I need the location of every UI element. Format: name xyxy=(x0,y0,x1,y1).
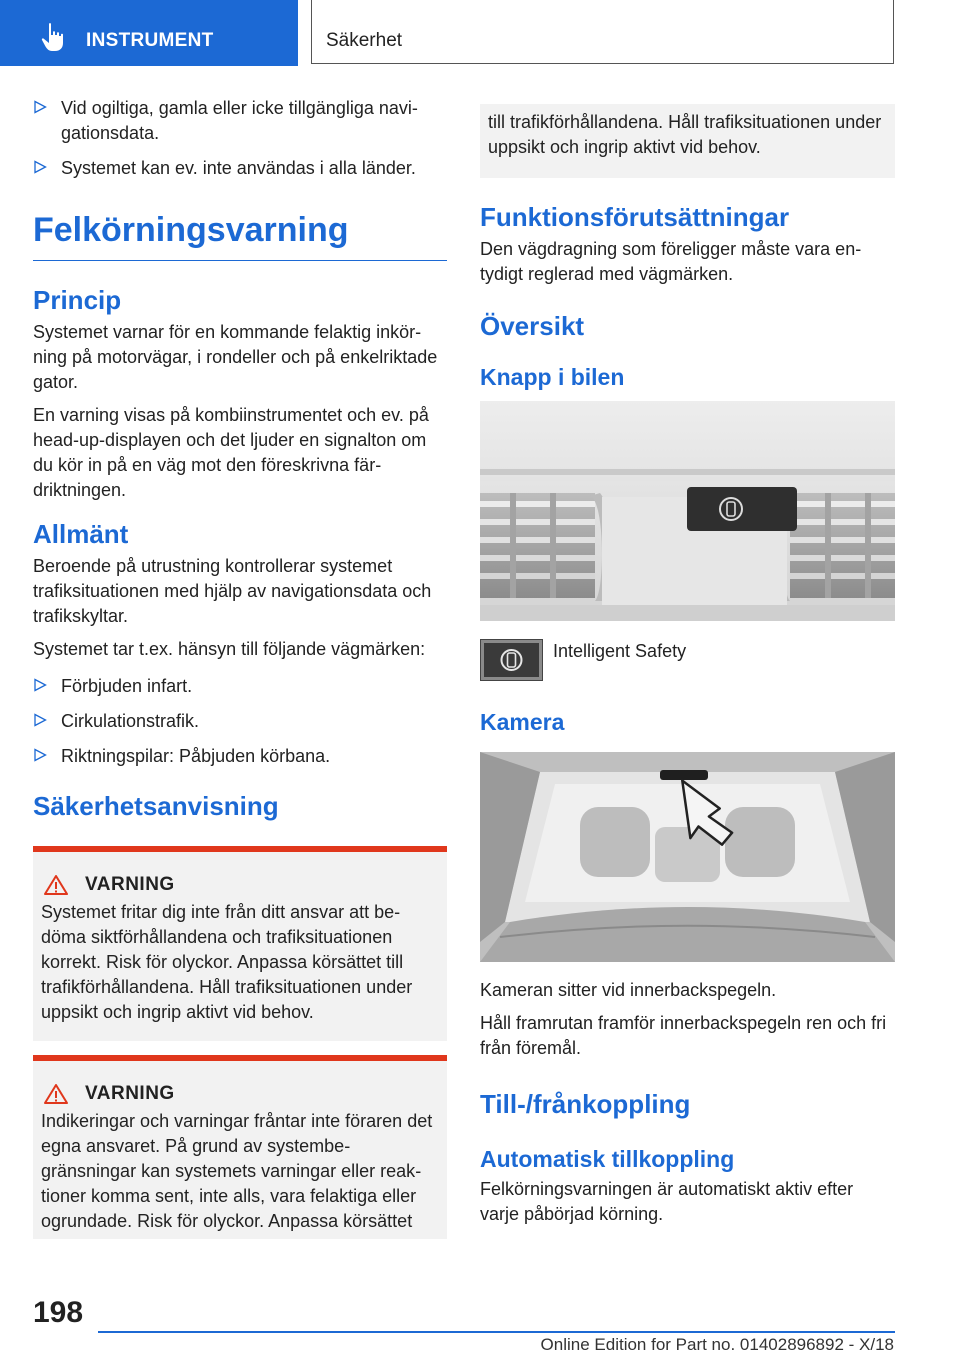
list-item xyxy=(33,96,447,146)
left-column xyxy=(33,96,447,1239)
list-item xyxy=(33,156,447,181)
allmant-paragraph-2: Systemet tar t.ex. hänsyn till följande vägmärken: xyxy=(33,639,426,659)
button-legend xyxy=(480,639,895,681)
right-air-vent xyxy=(790,493,895,598)
allmant-heading: Allmänt xyxy=(33,519,129,549)
warning-box xyxy=(33,846,447,1041)
auto-heading: Automatisk tillkoppling xyxy=(480,1146,735,1172)
list-item-text: Cirkulationstrafik. xyxy=(61,711,200,731)
allmant-paragraph-1: Beroende på utrustning kontrollerar systemet trafiksituationen med hjälp av navigationsdata och trafikskyltar. xyxy=(33,556,432,626)
warning-text: Indikeringar och varningar fråntar inte föraren det egna ansvaret. På grund av systembegränsningar kan systemets varningar eller reaktioner komma sent, inte alls, vara felaktiga eller ogrundade. Risk för olyckor. Anpassa körsättet xyxy=(41,1111,433,1231)
auto-paragraph: Felkörningsvarningen är automatiskt aktiv efter varje påbörjad körning. xyxy=(480,1179,854,1224)
list-item-text: Vid ogiltiga, gamla eller icke tillgängliga navigationsdata. xyxy=(61,98,418,143)
intelligent-safety-button-icon xyxy=(480,639,543,681)
chapter-header xyxy=(311,0,894,64)
kamera-paragraph-1: Kameran sitter vid innerbackspegeln. xyxy=(480,980,777,1000)
page-title: Felkörningsvarning xyxy=(33,211,447,261)
safety-heading: Säkerhetsanvisning xyxy=(33,791,279,821)
chapter-title: Säkerhet xyxy=(326,30,403,51)
list-item-text: Riktningspilar: Påbjuden körbana. xyxy=(61,746,331,766)
dashboard-button-photo xyxy=(480,401,895,621)
triangle-bullet-icon xyxy=(33,748,47,762)
triangle-bullet-icon xyxy=(33,100,47,114)
footer-edition: Online Edition for Part no. 01402896892 - X/18 xyxy=(540,1335,894,1354)
kamera-heading: Kamera xyxy=(480,709,565,735)
warning-title xyxy=(41,874,439,896)
list-item xyxy=(33,674,447,699)
warning-label: VARNING xyxy=(85,874,175,895)
list-item xyxy=(33,744,447,769)
right-column xyxy=(480,104,895,1235)
list-item-text: Systemet kan ev. inte användas i alla länder. xyxy=(61,158,416,178)
toggle-heading: Till-/frånkoppling xyxy=(480,1089,691,1119)
warning-box xyxy=(33,1055,447,1239)
triangle-bullet-icon xyxy=(33,678,47,692)
section-tab[interactable] xyxy=(0,0,298,66)
camera-interior-photo xyxy=(480,752,895,962)
princip-paragraph-1: Systemet varnar för en kommande felaktig inkörning på motorvägar, i rondeller och på enkelriktade gator. xyxy=(33,322,438,392)
warning-triangle-icon xyxy=(43,1083,69,1105)
oversikt-heading: Översikt xyxy=(480,311,585,341)
func-paragraph: Den vägdragning som föreligger måste vara entydigt reglerad med vägmärken. xyxy=(480,239,862,284)
triangle-bullet-icon xyxy=(33,713,47,727)
princip-heading: Princip xyxy=(33,285,122,315)
footer-divider xyxy=(98,1331,895,1333)
warning-triangle-icon xyxy=(43,874,69,896)
func-heading: Funktionsförutsättningar xyxy=(480,202,790,232)
hand-pointer-icon xyxy=(40,22,66,52)
button-caption: Intelligent Safety xyxy=(553,641,687,661)
triangle-bullet-icon xyxy=(33,160,47,174)
list-item xyxy=(33,709,447,734)
warning-title xyxy=(41,1083,439,1105)
section-tab-label: INSTRUMENT xyxy=(86,30,214,51)
warning-label: VARNING xyxy=(85,1083,175,1104)
kamera-paragraph-2: Håll framrutan framför innerbackspegeln ren och fri från föremål. xyxy=(480,1013,887,1058)
princip-paragraph-2: En varning visas på kombiinstrumentet och ev. på head-up-displayen och det ljuder en signalton om du kör in på en väg mot den föreskrivna färdriktningen. xyxy=(33,405,429,500)
page-number: 198 xyxy=(33,1296,84,1329)
knapp-heading: Knapp i bilen xyxy=(480,364,625,390)
left-air-vent xyxy=(480,493,595,598)
warning-text: Systemet fritar dig inte från ditt ansvar att bedöma siktförhållandena och trafiksituationen korrekt. Risk för olyckor. Anpassa körsättet till trafikförhållandena. Håll trafiksituationen under uppsikt och ingrip aktivt vid behov. xyxy=(41,902,413,1022)
list-item-text: Förbjuden infart. xyxy=(61,676,193,696)
warning-continued-box xyxy=(480,104,895,178)
warning-continued-text: till trafikförhållandena. Håll trafiksituationen under uppsikt och ingrip aktivt vid behov. xyxy=(488,112,882,157)
